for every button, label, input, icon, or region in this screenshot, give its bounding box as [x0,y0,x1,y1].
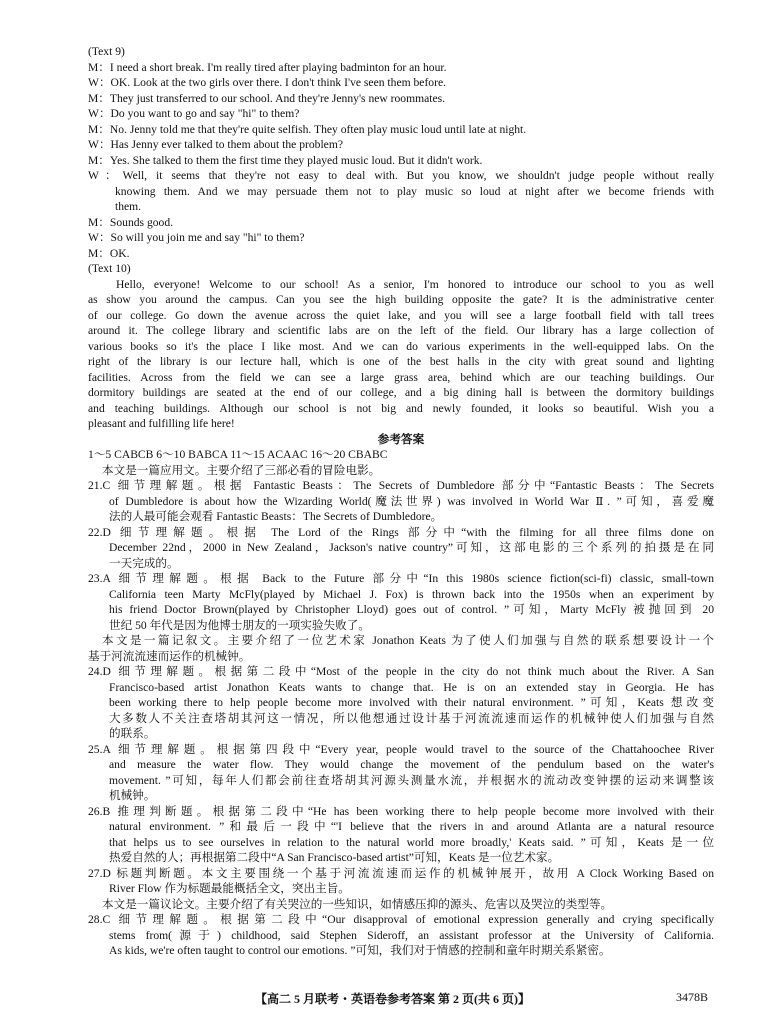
text-line: 法的人最可能会观看 Fantastic Beasts：The Secrets of Dumbledore。 [109,510,443,523]
text-line: 大多数人不关注查塔胡其河这一情况，所以他想通过设计基于河流流速而运作的机械钟使人们加强与自然 [109,711,714,725]
text-line: natural environment. ”和最后一段中“'I believe that the rivers in and around Atlanta are a natural resource [109,820,714,833]
text-line: California teen Marty McFly(played by Michael J. Fox) is thrown back into the 1950s when an experiment by [109,587,714,601]
text-line: 热爱自然的人；再根据第二段中“A San Francisco-based artist”可知，Keats 是一位艺术家。 [109,851,560,864]
footer-title: 【高二 5 月联考・英语卷参考答案 第 2 页(共 6 页)】 [255,992,530,1006]
text-line: of Dumbledore is about how the Wizarding World(魔法世界) was involved in World War Ⅱ. ”可知，喜爱魔 [109,494,714,508]
text-line: stems from(源于) childhood, said Stephen Sideroff, an assistant professor at the University of California. [109,928,714,942]
text-line: and teaching buildings. Although our school is not big and newly founded, it looks so beautiful. Wish you a [88,401,714,415]
text-line: December 22nd，2000 in New Zealand，Jackson's native country”可知，这部电影的三个系列的拍摄是在同 [109,541,714,554]
text-line: M：They just transferred to our school. And they're Jenny's new roommates. [88,91,446,105]
text-line: W：Well, it seems that they're not easy to deal with. But you know, we shouldn't judge people without really [88,169,714,182]
text-line: (Text 10) [88,262,131,275]
text-line: 本文是一篇记叙文。主要介绍了一位艺术家 Jonathon Keats 为了使人们加强与自然的联系想要设计一个 [102,634,714,647]
text-line: 23.A 细节理解题。根据 Back to the Future 部分中“In this 1980s science fiction(sci-fi) classic, small-town [88,572,714,585]
text-line: 28.C 细节理解题。根据第二段中“Our disapproval of emotional expression generally and crying specifically [88,913,714,926]
text-line: M：OK. [88,246,130,260]
text-line: 本文是一篇议论文。主要介绍了有关哭泣的一些知识，如情感压抑的源头、危害以及哭泣的类型等。 [102,897,613,911]
text-line: Hello, everyone! Welcome to our school! As a senior, I'm honored to introduce our school to you as well [116,277,714,291]
text-line: (Text 9) [88,45,125,58]
text-line: dormitory buildings are seated at the end of our college, and a big dining hall is between the dormitory buildings [88,386,714,399]
text-line: that helps us to see ourselves in relation to the natural world more broadly,' Keats said. ”可知，Keats 是一位 [109,835,714,849]
text-line: M：I need a short break. I'm really tired after playing badminton for an hour. [88,60,447,74]
text-line: 25.A 细节理解题。根据第四段中“Every year, people would travel to the source of the Chattahoochee River [88,742,714,756]
text-line: M：Sounds good. [88,215,174,229]
text-line: his friend Doctor Brown(played by Christopher Lloyd) goes out of control. ”可知，Marty McFly 被抛回到 20 [109,603,714,616]
text-line: As kids, we're often taught to control our emotions. ”可知，我们对于情感的控制和童年时期关系紧密。 [109,944,611,957]
text-line: River Flow 作为标题最能概括全文，突出主旨。 [109,882,350,895]
footer-code: 3478B [676,990,709,1004]
text-line: pleasant and fulfilling life here! [88,417,235,430]
text-line: of our college. Go down the avenue across the quiet lake, and you will see a large football field with tall trees [88,308,714,322]
text-line: 24.D 细节理解题。根据第二段中“Most of the people in the city do not think much about the River. A San [88,665,714,678]
text-line: around it. The college library and scientific labs are on the left of the field. Our library has a large collection of [88,324,714,337]
text-line: and measure the water flow. They would change the movement of the pendulum based on the water's [109,758,714,771]
text-line: W：Has Jenny ever talked to them about the problem? [88,138,343,151]
text-line: 机械钟。 [109,789,156,802]
text-line: them. [115,200,142,213]
text-line: 27.D 标题判断题。本文主要围绕一个基于河流流速而运作的机械钟展开，故用 A Clock Working Based on [88,866,714,880]
text-line: M：No. Jenny told me that they're quite selfish. They often play music loud until late at night. [88,122,527,136]
text-line: 26.B 推理判断题。根据第二段中“He has been working there to help people become more involved with their [88,804,714,818]
text-line: right of the library is our lecture hall, which is one of the best halls in the city with great sound and lighting [88,355,714,368]
text-line: knowing them. And we may persuade them not to play music so loud at night after we become friends with [115,184,714,198]
text-line: as show you around the campus. Can you see the high building opposite the gate? It is the administrative center [88,293,714,306]
text-line: 21.C 细节理解题。根据 Fantastic Beasts：The Secrets of Dumbledore 部分中“Fantastic Beasts：The Secrets [88,479,714,492]
text-line: 参考答案 [377,432,425,446]
text-line: 22.D 细节理解题。根据 The Lord of the Rings 部分中“with the filming for all three films done on [88,525,714,539]
text-line: 基于河流流速而运作的机械钟。 [88,649,251,663]
text-line: 1～5 CABCB 6～10 BABCA 11～15 ACAAC 16～20 CBABC [88,448,388,461]
text-line: various books so it's the place I like most. And we can do various experiments in the well-equipped labs. On the [88,339,714,353]
text-line: 世纪 50 年代是因为他博士朋友的一项实验失败了。 [109,618,370,632]
text-line: Francisco-based artist Jonathon Keats wants to change that. He is on an extended stay in Georgia. He has [109,680,714,694]
text-line: movement. ”可知，每年人们都会前往查塔胡其河源头测量水流，并根据水的流动改变钟摆的运动来调整该 [109,773,714,787]
text-line: 的联系。 [109,727,156,740]
text-line: M：Yes. She talked to them the first time they played music loud. But it didn't work. [88,153,483,167]
text-line: 本文是一篇应用文。主要介绍了三部必看的冒险电影。 [102,463,381,477]
text-line: W：Do you want to go and say "hi" to them? [88,107,300,120]
text-line: W：OK. Look at the two girls over there. I don't think I've seen them before. [88,76,447,89]
text-line: facilities. Across from the field we can see a large grass area, behind which are our teaching buildings. Our [88,370,714,384]
text-line: 一天完成的。 [109,556,179,570]
text-line: W：So will you join me and say "hi" to them? [88,231,305,244]
text-line: been working there to help people become more involved with their natural environment. ”可知，Keats 想改变 [109,696,714,709]
